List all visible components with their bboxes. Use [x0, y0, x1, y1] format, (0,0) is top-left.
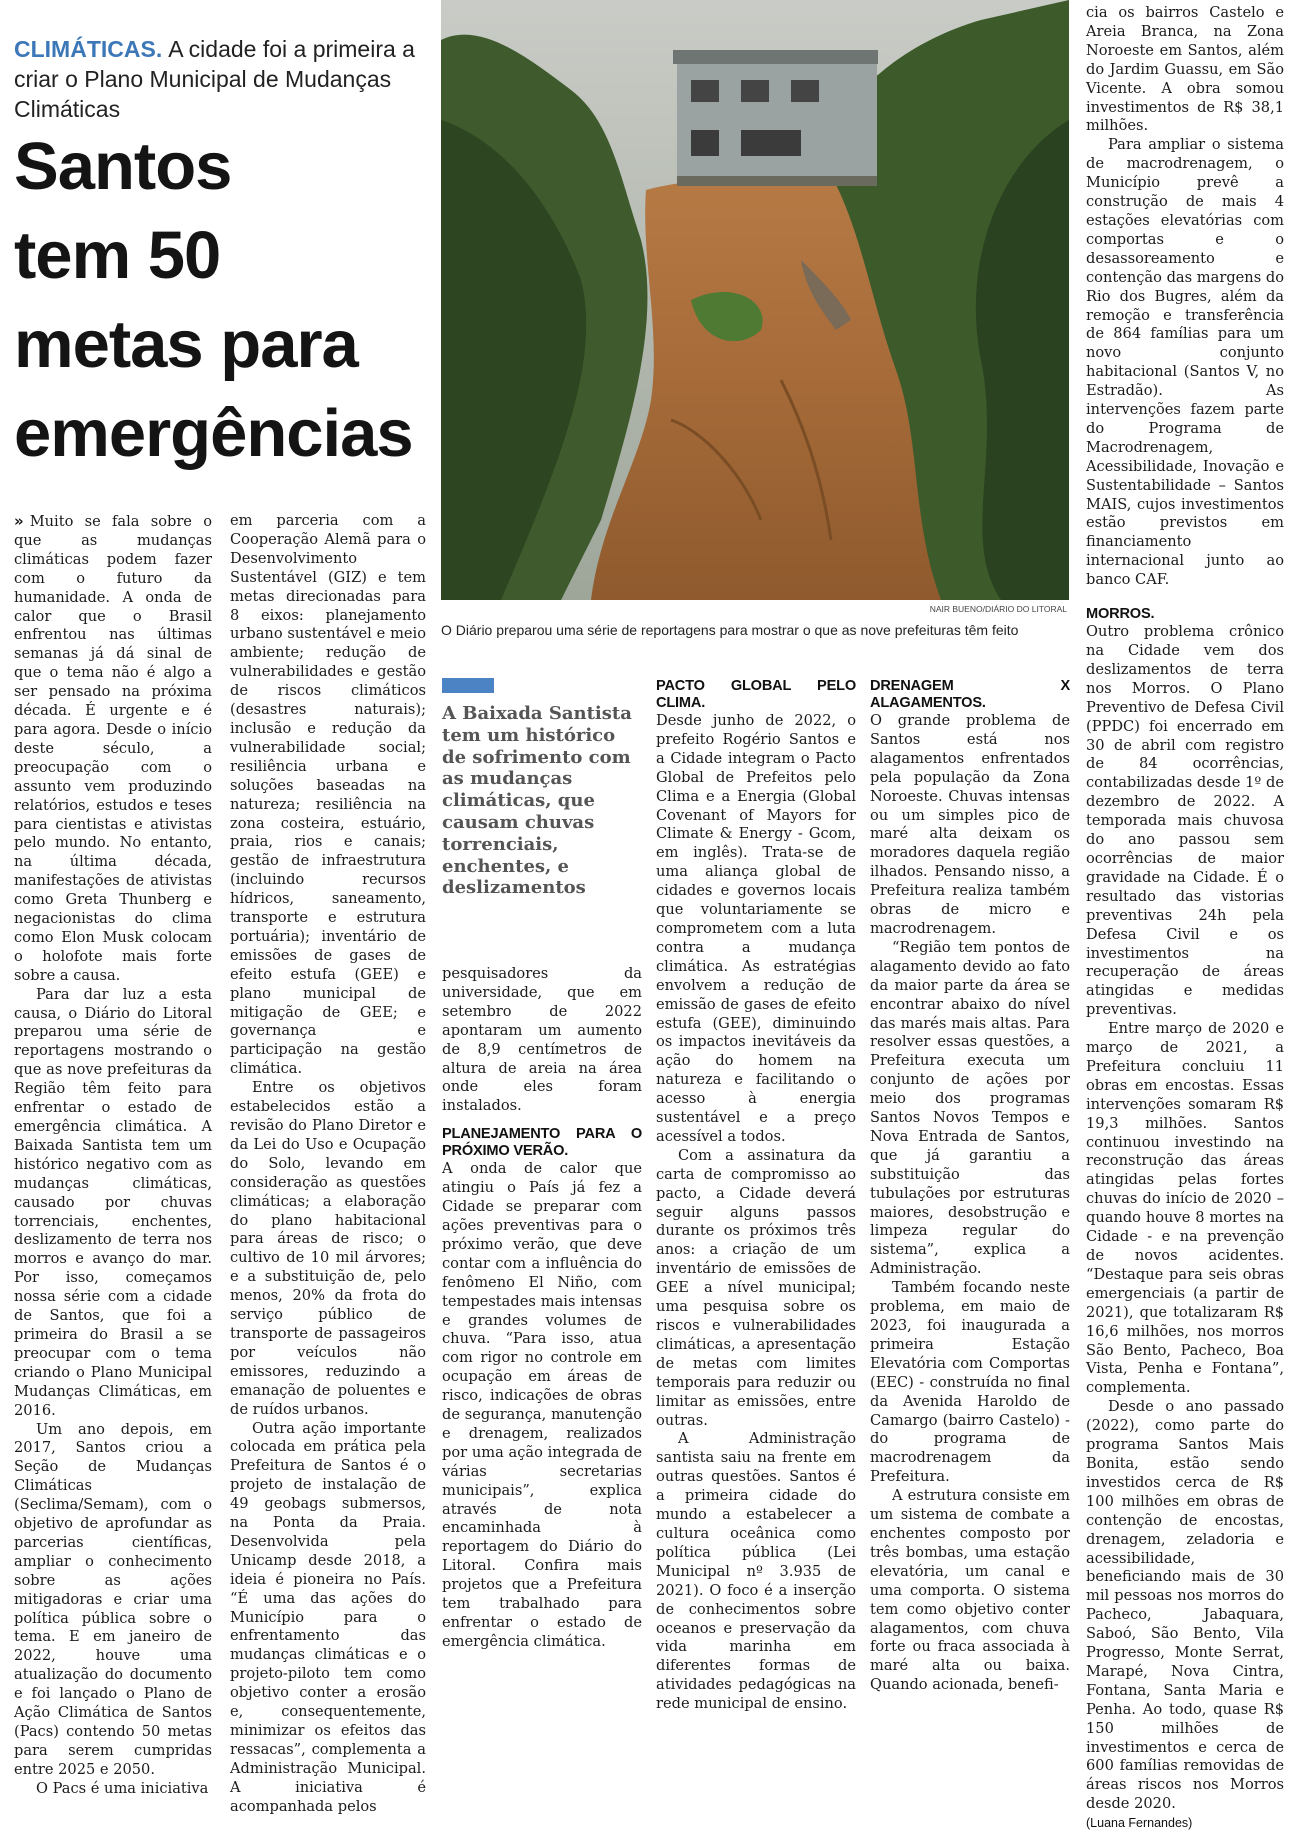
- paragraph: Outro problema crônico na Cidade vem dos deslizamentos de terra nos Morros. O Plano Preventivo de Defesa Civil (PPDC) foi encerrado em 30 de abril com registro de 84 ocorrências, contabilizadas desde 1º de dezembro de 2022. A temporada mais chuvosa do ano passou sem ocorrências de maior gravidade na Cidade. É o resultado das vistorias preventivas 24h pela Defesa Civil e os investimentos na recuperação de áreas atingidas e medidas preventivas.: [1086, 623, 1284, 1019]
- paragraph: » Muito se fala sobre o que as mudanças climáticas podem fazer com o futuro da humanidade. A onda de calor que o Brasil enfrentou nas últimas semanas já dá sinal de que o tema não é algo a ser pensado na próxima década. É urgente e é para agora. Desde o início deste século, a preocupação com o assunto vem produzindo relatórios, estudos e teses para cientistas e ativistas pelo mundo. No entanto, na última década, manifestações de ativistas como Greta Thunberg e negacionistas do clima como Elon Musk colocam o holofote mais forte sobre a causa.: [14, 512, 212, 984]
- photo-credit: NAIR BUENO/DIÁRIO DO LITORAL: [929, 604, 1067, 614]
- photo-caption: O Diário preparou uma série de reportagens para mostrar o que as nove prefeituras têm feito: [441, 622, 1019, 638]
- article-column-2: [230, 512, 426, 1817]
- paragraph: A estrutura consiste em um sistema de combate a enchentes composto por três bombas, uma estação elevatória, um canal e uma comporta. O sistema tem como objetivo conter alagamentos, com chuva forte ou fraca associada à maré alta ou baixa. Quando acionada, benefi-: [870, 1487, 1070, 1694]
- paragraph: Para ampliar o sistema de macrodrenagem, o Município prevê a construção de mais 4 estações elevatórias com comportas e o desassoreamento e contenção das margens do Rio dos Bugres, além da remoção e transferência de 864 famílias para um novo conjunto habitacional (Santos V, no Estradão). As intervenções fazem parte do Programa de Macrodrenagem, Acessibilidade, Inovação e Sustentabilidade – Santos MAIS, cujos investimentos estão previstos em financiamento internacional junto ao banco CAF.: [1086, 136, 1284, 589]
- lead-chevron-icon: »: [14, 512, 24, 530]
- article-column-6: [1086, 4, 1284, 1833]
- paragraph: pesquisadores da universidade, que em setembro de 2022 apontaram um aumento de 8,9 centímetros de altura de areia na área onde eles foram instalados.: [442, 965, 642, 1115]
- paragraph: Entre março de 2020 e março de 2021, a Prefeitura concluiu 11 obras em encostas. Essas intervenções somaram R$ 19,3 milhões. Santos continuou investindo na reconstrução das áreas atingidas pelas fortes chuvas do início de 2020 – quando houve 8 mortes na Cidade - e na prevenção de novos acidentes. “Destaque para seis obras emergenciais (a partir de 2021), que totalizaram R$ 16,6 milhões, nos morros São Bento, Pacheco, Boa Vista, Penha e Fontana”, complementa.: [1086, 1020, 1284, 1397]
- subhead: PACTO GLOBAL PELO CLIMA.: [656, 678, 856, 711]
- paragraph: A onda de calor que atingiu o País já fez a Cidade se preparar com ações preventivas para o próximo verão, que deve contar com a influência do fenômeno El Niño, com tempestades mais intensas e grandes volumes de chuva. “Para isso, atua com rigor no controle em ocupação em áreas de risco, indicações de obras de segurança, manutenção e drenagem, realizados por uma ação integrada de várias secretarias municipais”, explica através de nota encaminhada à reportagem do Diário do Litoral. Confira mais projetos que a Prefeitura tem trabalhado para enfrentar o estado de emergência climática.: [442, 1160, 642, 1650]
- paragraph: Também focando neste problema, em maio de 2023, foi inaugurada a primeira Estação Elevatória com Comportas (EEC) - construída no final da Avenida Haroldo de Camargo (bairro Castelo) - do programa de macrodrenagem da Prefeitura.: [870, 1279, 1070, 1486]
- subhead: DRENAGEM X ALAGAMENTOS.: [870, 678, 1070, 711]
- paragraph: Para dar luz a esta causa, o Diário do Litoral preparou uma série de reportagens mostrando o que as nove prefeituras da Região têm feito para enfrentar o estado de emergência climática. A Baixada Santista tem um histórico negativo com as mudanças climáticas, causado por chuvas torrenciais, enchentes, deslizamento de terra nos morros e avanço do mar. Por isso, começamos nossa série com a cidade de Santos, que foi a primeira do Brasil a se preocupar com o tema criando o Plano Municipal Mudanças Climáticas, em 2016.: [14, 985, 212, 1419]
- headline: [14, 122, 434, 478]
- paragraph: Entre os objetivos estabelecidos estão a revisão do Plano Diretor e da Lei do Uso e Ocupação do Solo, levando em consideração as questões climáticas; a elaboração do plano habitacional para áreas de risco; o cultivo de 10 mil árvores; e a substituição de, pelo menos, 20% da frota do serviço público de transporte de passageiros por veículos não emissores, reduzindo a emanação de poluentes e de ruídos urbanos.: [230, 1079, 426, 1418]
- article-column-3: [442, 965, 642, 1652]
- paragraph: Desde o ano passado (2022), como parte do programa Santos Mais Bonita, estão sendo investidos cerca de R$ 100 milhões em obras de contenção de encostas, drenagem, zeladoria e acessibilidade, beneficiando mais de 30 mil pessoas nos morros do Pacheco, Jabaquara, Saboó, São Bento, Vila Progresso, Monte Serrat, Marapé, Nova Cintra, Fontana, Santa Maria e Penha. Ao todo, quase R$ 150 milhões de investimentos e cerca de 600 famílias removidas de áreas riscos nos Morros desde 2020.: [1086, 1398, 1284, 1813]
- article-column-5: [870, 678, 1070, 1695]
- paragraph: Com a assinatura da carta de compromisso ao pacto, a Cidade deverá seguir alguns passos durante os próximos três anos: a criação de um inventário de emissões de GEE a nível municipal; uma pesquisa sobre os riscos e vulnerabilidades climáticas, a apresentação de metas com limites temporais para reduzir ou limitar as emissões, entre outras.: [656, 1146, 856, 1429]
- headline-line: metas para: [14, 307, 358, 382]
- paragraph: cia os bairros Castelo e Areia Branca, na Zona Noroeste em Santos, além do Jardim Guassu, em São Vicente. A obra somou investimentos de R$ 38,1 milhões.: [1086, 4, 1284, 135]
- byline: (Luana Fernandes): [1086, 1816, 1193, 1831]
- headline-line: tem 50: [14, 218, 221, 293]
- paragraph: O grande problema de Santos está nos alagamentos enfrentados pela população da Zona Noroeste. Chuvas intensas ou um simples pico de maré alta deixam os moradores daquela região ilhados. Pensando nisso, a Prefeitura realiza também obras de micro e macrodrenagem.: [870, 712, 1070, 937]
- headline-line: Santos: [14, 129, 232, 204]
- kicker: [14, 34, 434, 124]
- paragraph: A Administração santista saiu na frente em outras questões. Santos é a primeira cidade do mundo a estabelecer a cultura oceânica como política pública (Lei Municipal nº 3.935 de 2021). O foco é a inserção de conhecimentos sobre oceanos e preservação da vida marinha em diferentes formas de atividades pedagógicas na rede municipal de ensino.: [656, 1430, 856, 1713]
- subhead: MORROS.: [1086, 606, 1155, 623]
- paragraph: “Região tem pontos de alagamento devido ao fato da maior parte da área se encontrar abaixo do nível das marés mais altas. Para resolver essas questões, a Prefeitura executa um conjunto de ações por meio dos programas Santos Novos Tempos e Nova Entrada de Santos, que já garantiu a substituição das tubulações por estruturas maiores, desobstrução e limpeza regular do sistema”, explica a Administração.: [870, 938, 1070, 1278]
- subhead: PLANEJAMENTO PARA O PRÓXIMO VERÃO.: [442, 1126, 642, 1160]
- paragraph: Um ano depois, em 2017, Santos criou a Seção de Mudanças Climáticas (Seclima/Semam), com o objetivo de aprofundar as parcerias científicas, ampliar o conhecimento sobre as ações mitigadoras e criar uma política pública sobre o tema. E em janeiro de 2022, houve uma atualização do documento e foi lançado o Plano de Ação Climática de Santos (Pacs) contendo 50 metas para serem cumpridas entre 2025 e 2050.: [14, 1420, 212, 1778]
- paragraph: Desde junho de 2022, o prefeito Rogério Santos e a Cidade integram o Pacto Global de Prefeitos pelo Clima e a Energia (Global Covenant of Mayors for Climate & Energy - Gcom, em inglês). Trata-se de uma aliança global de cidades e governos locais que voluntariamente se comprometem com a luta contra a mudança climática. As estratégias envolvem a redução de emissão de gases de efeito estufa (GEE), diminuindo os impactos inevitáveis da ação do homem na natureza e facilitando o acesso à energia sustentável e a preço acessível a todos.: [656, 712, 856, 1145]
- paragraph: O Pacs é uma iniciativa: [36, 1779, 209, 1797]
- article-column-1: [14, 512, 212, 1799]
- article-column-4: [656, 678, 856, 1714]
- pull-quote-bar: [442, 678, 494, 693]
- kicker-tag: CLIMÁTICAS.: [14, 36, 163, 62]
- paragraph: Outra ação importante colocada em prática pela Prefeitura de Santos é o projeto de instalação de 49 geobags submersos, na Ponta da Praia. Desenvolvida pela Unicamp desde 2018, a ideia é pioneira no País. “É uma das ações do Município para o enfrentamento das mudanças climáticas e o projeto-piloto tem como objetivo conter a erosão e, consequentemente, minimizar os efeitos das ressacas”, complementa a Administração Municipal. A iniciativa é acompanhada pelos: [230, 1419, 426, 1815]
- pull-quote: A Baixada Santista tem um histórico de sofrimento com as mudanças climáticas, que causam chuvas torrenciais, enchentes, e deslizamentos: [442, 703, 632, 899]
- headline-line: emergências: [14, 396, 413, 471]
- kicker-text: A cidade foi a primeira a criar o Plano Municipal de Mudanças Climáticas: [14, 36, 415, 122]
- landslide-photo: [441, 0, 1069, 600]
- paragraph: em parceria com a Cooperação Alemã para o Desenvolvimento Sustentável (GIZ) e tem metas direcionadas para 8 eixos: planejamento urbano sustentável e meio ambiente; redução de vulnerabilidades e gestão de riscos climáticos (desastres naturais); inclusão e redução da vulnerabilidade social; resiliência urbana e soluções baseadas na natureza; resiliência na zona costeira, estuário, praia, rios e canais; gestão de infraestrutura (incluindo recursos hídricos, saneamento, transporte e estrutura portuária); inventário de emissões de gases de efeito estufa (GEE) e plano municipal de mitigação de GEE; e governança e participação na gestão climática.: [230, 512, 426, 1078]
